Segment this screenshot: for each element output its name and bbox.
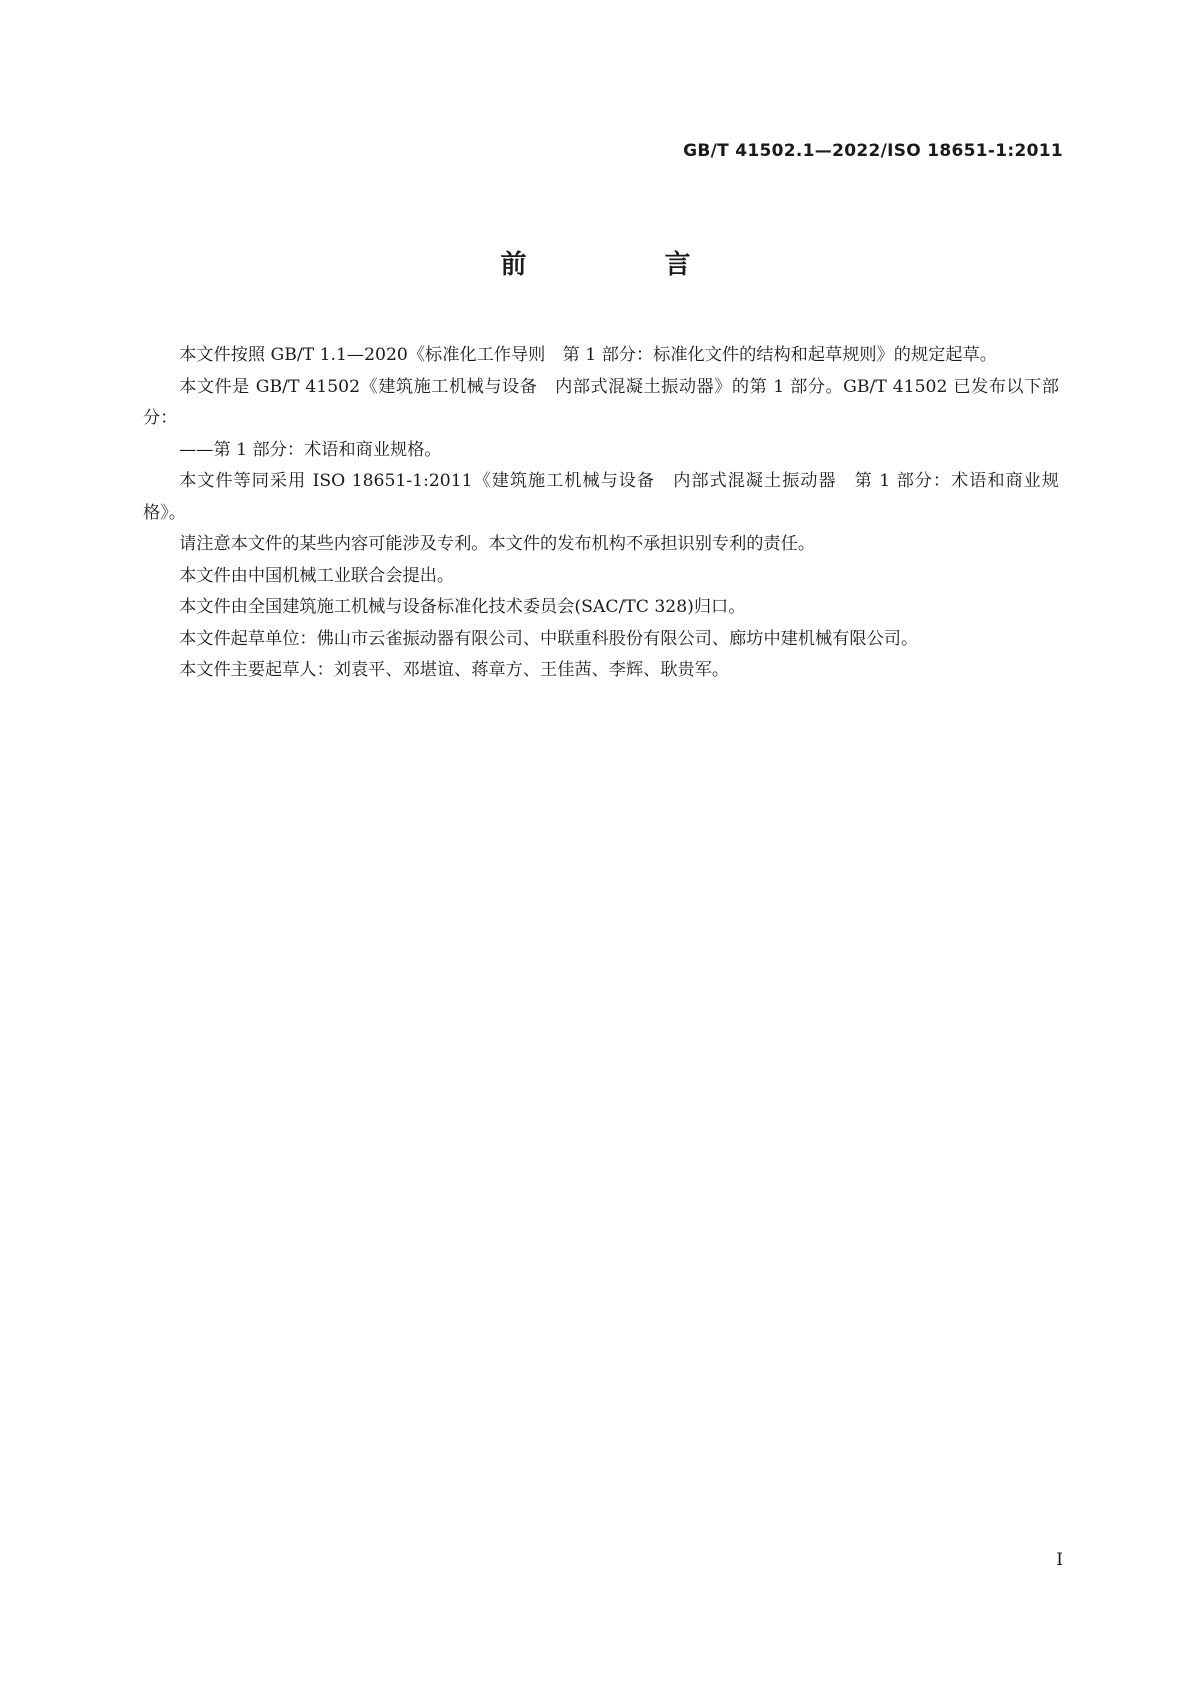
- standard-code-header: GB/T 41502.1—2022/ISO 18651-1:2011: [683, 141, 1063, 161]
- paragraph-drafting-units: 本文件起草单位：佛山市云雀振动器有限公司、中联重科股份有限公司、廊坊中建机械有限公司。: [179, 628, 919, 649]
- paragraph-series-info: 本文件是 GB/T 41502《建筑施工机械与设备 内部式混凝土振动器》的第 1 部分。GB/T 41502 已发布以下部分：: [143, 376, 1059, 428]
- paragraph-drafters: 本文件主要起草人：刘袁平、邓堪谊、蒋章方、王佳茜、李辉、耿贵军。: [179, 660, 730, 680]
- paragraph-committee: 本文件由全国建筑施工机械与设备标准化技术委员会(SAC/TC 328)归口。: [179, 597, 746, 617]
- paragraph-patent-notice: 请注意本文件的某些内容可能涉及专利。本文件的发布机构不承担识别专利的责任。: [179, 534, 816, 554]
- paragraph-proposer: 本文件由中国机械工业联合会提出。: [179, 565, 455, 586]
- page-title: 前 言: [500, 250, 747, 280]
- paragraph-adoption: 本文件等同采用 ISO 18651-1:2011《建筑施工机械与设备 内部式混凝土振动器 第 1 部分：术语和商业规格》。: [143, 471, 1059, 523]
- list-item-part-1: ——第 1 部分：术语和商业规格。: [179, 439, 442, 460]
- page-number: I: [1056, 1550, 1063, 1570]
- foreword-body: [143, 340, 1059, 687]
- paragraph-drafting-rules: 本文件按照 GB/T 1.1—2020《标准化工作导则 第 1 部分：标准化文件的结构和起草规则》的规定起草。: [179, 345, 997, 365]
